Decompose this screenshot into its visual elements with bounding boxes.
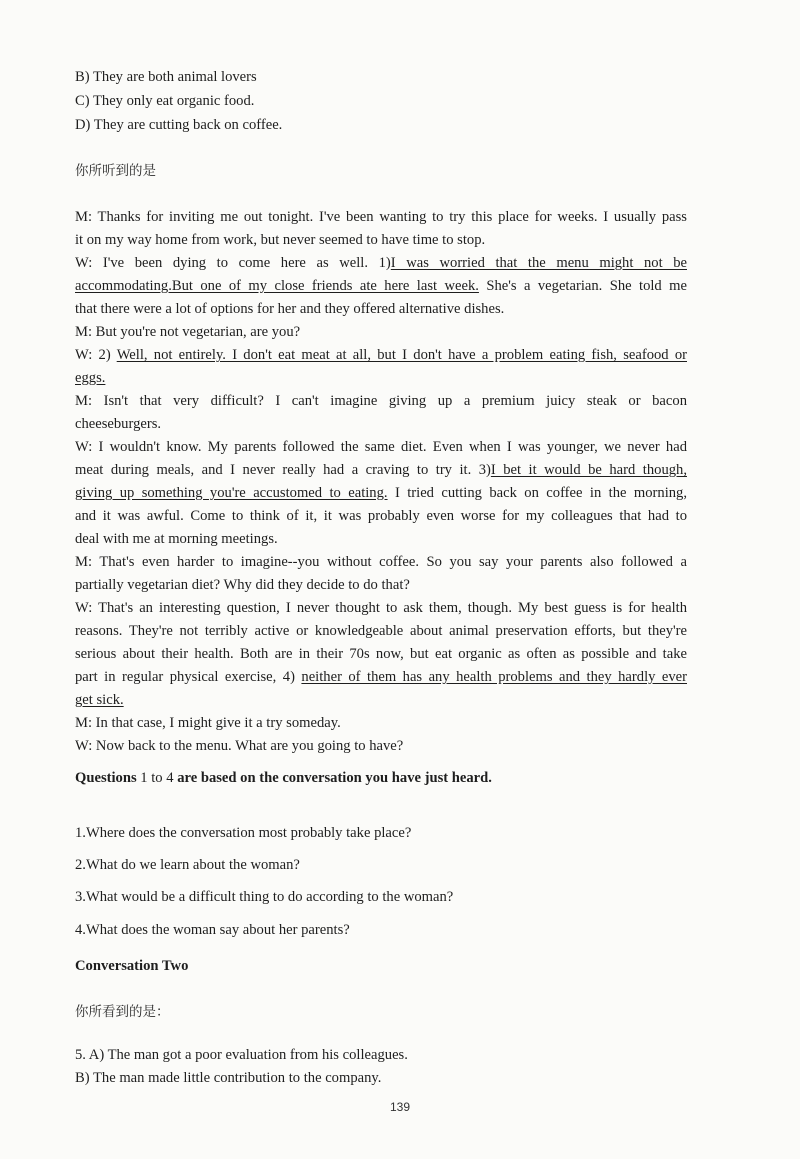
answer-underline-3: I bet it would be hard though, [490,462,687,478]
transcript-line: W: 2) Well, not entirely. I don't eat meat at all, but I don't have a problem eating fish, seafood or [75,347,687,363]
option-5a: 5. A) The man got a poor evaluation from his colleagues. [75,1047,408,1063]
questions-heading: Questions 1 to 4 are based on the conversation you have just heard. [75,770,492,786]
transcript-line [75,689,687,711]
transcript-line: M: But you're not vegetarian, are you? [75,324,301,340]
seen-label: 你所看到的是： [75,1004,170,1020]
transcript-line: part in regular physical exercise, 4) neither of them has any health problems and they hardly ever [75,669,687,685]
transcript-line: that there were a lot of options for her and they offered alternative dishes. [75,301,505,317]
answer-underline-4: neither of them has any health problems and they hardly ever [301,669,687,685]
heard-label: 你所听到的是 [75,163,156,179]
answer-underline-4: get sick. [75,692,124,708]
question-4: 4.What does the woman say about her parents? [75,922,350,938]
transcript-line [75,367,687,389]
option-c: C) They only eat organic food. [75,93,255,109]
transcript-line: W: Now back to the menu. What are you going to have? [75,738,404,754]
transcript-line: W: I've been dying to come here as well. 1)I was worried that the menu might not be [75,255,687,271]
answer-underline-2: eggs. [75,370,106,386]
transcript-line: deal with me at morning meetings. [75,531,278,547]
option-d: D) They are cutting back on coffee. [75,117,283,133]
transcript-line: it on my way home from work, but never seemed to have time to stop. [75,232,486,248]
answer-underline-1: I was worried that the menu might not be [390,255,687,271]
answer-underline-1: accommodating.But one of my close friends ate here last week. [75,278,479,294]
transcript-line: partially vegetarian diet? Why did they decide to do that? [75,577,410,593]
transcript-line: M: Isn't that very difficult? I can't imagine giving up a premium juicy steak or bacon [75,393,687,409]
transcript-line: meat during meals, and I never really had a craving to try it. 3)I bet it would be hard though, [75,462,687,478]
transcript-line: M: Thanks for inviting me out tonight. I've been wanting to try this place for weeks. I usually pass [75,209,687,225]
section-title: Conversation Two [75,958,189,974]
transcript-line: accommodating.But one of my close friends ate here last week. She's a vegetarian. She told me [75,278,687,294]
option-b: B) They are both animal lovers [75,69,257,85]
answer-underline-2: Well, not entirely. I don't eat meat at all, but I don't have a problem eating fish, seafood or [116,347,687,363]
question-1: 1.Where does the conversation most probably take place? [75,825,412,841]
transcript-line: M: In that case, I might give it a try someday. [75,715,341,731]
question-2: 2.What do we learn about the woman? [75,857,300,873]
transcript-line: reasons. They're not terribly active or knowledgeable about animal preservation efforts, but they're [75,623,687,639]
transcript-line: giving up something you're accustomed to eating. I tried cutting back on coffee in the morning, [75,485,687,501]
transcript-line: M: That's even harder to imagine--you without coffee. So you say your parents also followed a [75,554,687,570]
option-5b: B) The man made little contribution to the company. [75,1070,382,1086]
transcript-line: cheeseburgers. [75,416,162,432]
transcript-line: and it was awful. Come to think of it, it was probably even worse for my colleagues that had to [75,508,687,524]
question-3: 3.What would be a difficult thing to do according to the woman? [75,889,454,905]
page-number: 139 [389,1100,411,1114]
transcript-line: W: That's an interesting question, I never thought to ask them, though. My best guess is for health [75,600,687,616]
transcript-line: serious about their health. Both are in their 70s now, but eat organic as often as possible and take [75,646,687,662]
transcript-line: W: I wouldn't know. My parents followed the same diet. Even when I was younger, we never had [75,439,687,455]
answer-underline-3: giving up something you're accustomed to eating. [75,485,388,501]
